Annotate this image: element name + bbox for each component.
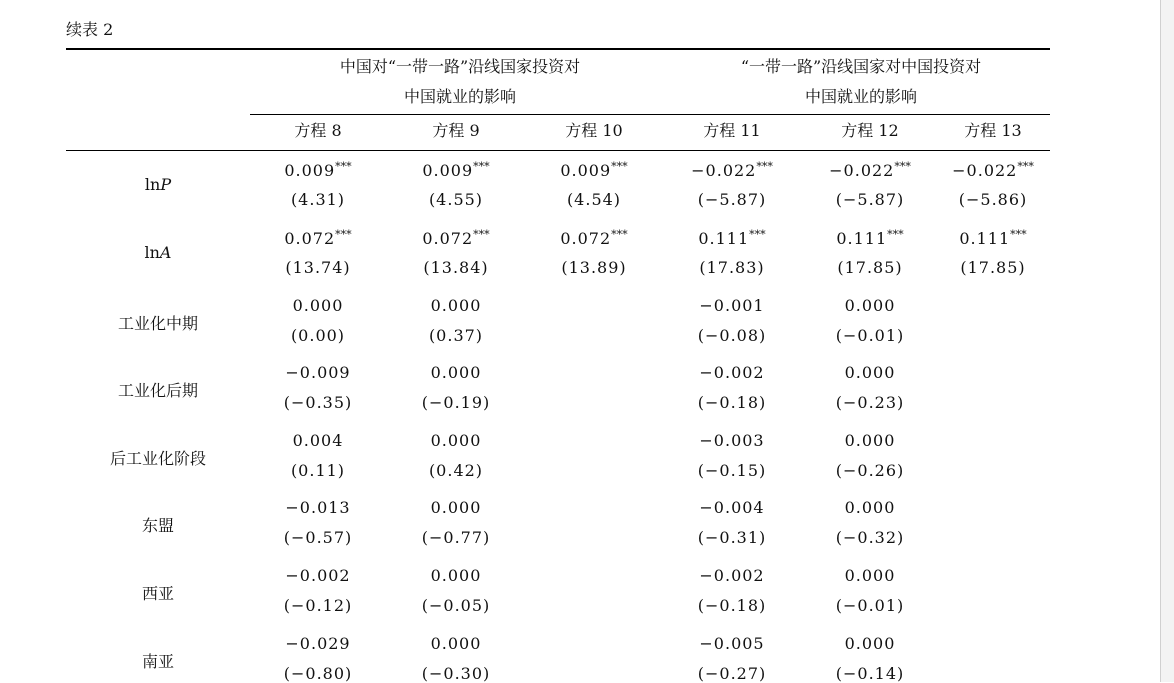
coefficient-cell bbox=[667, 498, 797, 517]
coefficient-cell bbox=[391, 363, 521, 382]
coefficient-value: −0.022 bbox=[952, 161, 1018, 180]
coefficient-value: 0.000 bbox=[844, 296, 896, 315]
table-caption: 续表 2 bbox=[66, 20, 114, 39]
coefficient-cell bbox=[805, 363, 935, 382]
coefficient-value: −0.002 bbox=[699, 566, 765, 585]
coefficient-value: 0.000 bbox=[430, 634, 482, 653]
row-label bbox=[66, 513, 250, 536]
coefficient-value: −0.002 bbox=[699, 363, 765, 382]
row-label bbox=[66, 243, 250, 262]
coefficient-cell bbox=[805, 498, 935, 517]
t-statistic-cell: (−0.31) bbox=[697, 528, 767, 547]
coefficient-value: −0.022 bbox=[829, 161, 895, 180]
t-statistic-cell: (0.42) bbox=[428, 461, 484, 480]
t-statistic-cell: (−0.19) bbox=[421, 393, 491, 412]
coefficient-cell bbox=[391, 431, 521, 450]
t-statistic-cell: (−0.35) bbox=[283, 393, 353, 412]
coefficient-cell bbox=[253, 498, 383, 517]
t-statistic-cell: (13.84) bbox=[423, 258, 489, 277]
equation-header: 方程 8 bbox=[294, 121, 342, 140]
t-statistic-cell: (17.83) bbox=[699, 258, 765, 277]
significance-stars: *** bbox=[1010, 228, 1027, 241]
significance-stars: *** bbox=[894, 160, 911, 173]
coefficient-cell bbox=[805, 228, 935, 248]
row-label bbox=[66, 446, 250, 469]
coefficient-cell bbox=[253, 634, 383, 653]
group-header-line2: 中国就业的影响 bbox=[804, 87, 917, 106]
coefficient-value: 0.072 bbox=[422, 229, 474, 248]
t-statistic-cell: (−0.12) bbox=[283, 596, 353, 615]
t-statistic-cell: (0.00) bbox=[290, 326, 346, 345]
t-statistic-cell: (−0.23) bbox=[835, 393, 905, 412]
row-label-prefix: ln bbox=[144, 175, 161, 194]
coefficient-cell bbox=[667, 363, 797, 382]
equation-header: 方程 9 bbox=[432, 121, 480, 140]
significance-stars: *** bbox=[1017, 160, 1034, 173]
row-label bbox=[66, 175, 250, 194]
significance-stars: *** bbox=[611, 160, 628, 173]
coefficient-value: −0.003 bbox=[699, 431, 765, 450]
coefficient-value: 0.072 bbox=[560, 229, 612, 248]
coefficient-value: 0.111 bbox=[959, 229, 1011, 248]
equation-header: 方程 12 bbox=[841, 121, 899, 140]
coefficient-cell bbox=[928, 228, 1058, 248]
top-rule bbox=[66, 48, 1050, 50]
significance-stars: *** bbox=[335, 160, 352, 173]
coefficient-value: 0.000 bbox=[844, 498, 896, 517]
t-statistic-cell: (−0.01) bbox=[835, 596, 905, 615]
coefficient-value: −0.004 bbox=[699, 498, 765, 517]
t-statistic-cell: (0.11) bbox=[290, 461, 346, 480]
coefficient-value: 0.009 bbox=[560, 161, 612, 180]
row-label-variable: A bbox=[159, 243, 172, 262]
t-statistic-cell: (−0.05) bbox=[421, 596, 491, 615]
equation-header: 方程 11 bbox=[703, 121, 761, 140]
coefficient-cell bbox=[253, 431, 383, 450]
t-statistic-cell: (0.37) bbox=[428, 326, 484, 345]
t-statistic-cell: (−0.18) bbox=[697, 596, 767, 615]
t-statistic-cell: (−0.77) bbox=[421, 528, 491, 547]
equation-header: 方程 10 bbox=[565, 121, 623, 140]
row-label bbox=[66, 649, 250, 672]
coefficient-value: 0.000 bbox=[430, 498, 482, 517]
t-statistic-cell: (−0.32) bbox=[835, 528, 905, 547]
coefficient-cell bbox=[667, 634, 797, 653]
coefficient-cell bbox=[253, 363, 383, 382]
coefficient-value: 0.000 bbox=[844, 566, 896, 585]
coefficient-cell bbox=[667, 160, 797, 180]
coefficient-value: 0.000 bbox=[844, 634, 896, 653]
row-label-text: 工业化后期 bbox=[117, 381, 198, 400]
group-header-line2: 中国就业的影响 bbox=[403, 87, 516, 106]
row-label-text: 西亚 bbox=[141, 584, 174, 603]
t-statistic-cell: (−5.87) bbox=[835, 190, 905, 209]
coefficient-value: 0.000 bbox=[430, 296, 482, 315]
coefficient-cell bbox=[391, 228, 521, 248]
coefficient-cell bbox=[667, 296, 797, 315]
t-statistic-cell: (4.55) bbox=[428, 190, 484, 209]
header-bottom-rule bbox=[66, 150, 1050, 151]
coefficient-cell bbox=[391, 566, 521, 585]
group-header-line1: “一带一路”沿线国家对中国投资对 bbox=[740, 57, 982, 76]
coefficient-cell bbox=[928, 160, 1058, 180]
significance-stars: *** bbox=[473, 228, 490, 241]
t-statistic-cell: (13.89) bbox=[561, 258, 627, 277]
coefficient-cell bbox=[253, 566, 383, 585]
significance-stars: *** bbox=[756, 160, 773, 173]
significance-stars: *** bbox=[473, 160, 490, 173]
coefficient-value: 0.072 bbox=[284, 229, 336, 248]
coefficient-value: 0.000 bbox=[292, 296, 344, 315]
coefficient-value: 0.009 bbox=[284, 161, 336, 180]
coefficient-value: 0.004 bbox=[292, 431, 344, 450]
t-statistic-cell: (−0.18) bbox=[697, 393, 767, 412]
coefficient-cell bbox=[391, 634, 521, 653]
t-statistic-cell: (−0.26) bbox=[835, 461, 905, 480]
coefficient-cell bbox=[253, 296, 383, 315]
coefficient-value: −0.029 bbox=[285, 634, 351, 653]
coefficient-value: −0.009 bbox=[285, 363, 351, 382]
coefficient-cell bbox=[805, 160, 935, 180]
coefficient-cell bbox=[529, 228, 659, 248]
coefficient-cell bbox=[805, 431, 935, 450]
coefficient-cell bbox=[253, 160, 383, 180]
coefficient-cell bbox=[667, 431, 797, 450]
t-statistic-cell: (−0.57) bbox=[283, 528, 353, 547]
coefficient-value: −0.005 bbox=[699, 634, 765, 653]
significance-stars: *** bbox=[611, 228, 628, 241]
coefficient-value: 0.000 bbox=[844, 431, 896, 450]
header-rule bbox=[250, 114, 1050, 115]
significance-stars: *** bbox=[335, 228, 352, 241]
coefficient-cell bbox=[253, 228, 383, 248]
coefficient-cell bbox=[667, 566, 797, 585]
t-statistic-cell: (−0.30) bbox=[421, 664, 491, 683]
coefficient-value: 0.000 bbox=[430, 363, 482, 382]
t-statistic-cell: (−0.14) bbox=[835, 664, 905, 683]
t-statistic-cell: (−5.87) bbox=[697, 190, 767, 209]
t-statistic-cell: (17.85) bbox=[837, 258, 903, 277]
row-label-text: 东盟 bbox=[141, 516, 174, 535]
group-header-outward bbox=[250, 52, 670, 112]
equation-header: 方程 13 bbox=[964, 121, 1022, 140]
coefficient-cell bbox=[529, 160, 659, 180]
coefficient-cell bbox=[391, 296, 521, 315]
coefficient-value: 0.009 bbox=[422, 161, 474, 180]
group-header-line1: 中国对“一带一路”沿线国家投资对 bbox=[339, 57, 581, 76]
t-statistic-cell: (−0.08) bbox=[697, 326, 767, 345]
coefficient-cell bbox=[391, 498, 521, 517]
row-label-prefix: ln bbox=[144, 243, 160, 262]
row-label bbox=[66, 311, 250, 334]
t-statistic-cell: (17.85) bbox=[960, 258, 1026, 277]
coefficient-cell bbox=[391, 160, 521, 180]
coefficient-value: 0.111 bbox=[836, 229, 888, 248]
coefficient-cell bbox=[805, 296, 935, 315]
coefficient-cell bbox=[805, 566, 935, 585]
t-statistic-cell: (4.31) bbox=[290, 190, 346, 209]
t-statistic-cell: (−0.15) bbox=[697, 461, 767, 480]
coefficient-value: −0.013 bbox=[285, 498, 351, 517]
t-statistic-cell: (−0.27) bbox=[697, 664, 767, 683]
row-label-text: 南亚 bbox=[141, 652, 174, 671]
coefficient-value: −0.002 bbox=[285, 566, 351, 585]
row-label-variable: P bbox=[160, 175, 172, 194]
significance-stars: *** bbox=[749, 228, 766, 241]
coefficient-cell bbox=[667, 228, 797, 248]
group-header-inward bbox=[656, 52, 1066, 112]
t-statistic-cell: (−5.86) bbox=[958, 190, 1028, 209]
coefficient-value: −0.022 bbox=[691, 161, 757, 180]
coefficient-value: 0.000 bbox=[430, 566, 482, 585]
t-statistic-cell: (4.54) bbox=[566, 190, 622, 209]
coefficient-value: 0.000 bbox=[844, 363, 896, 382]
significance-stars: *** bbox=[887, 228, 904, 241]
coefficient-cell bbox=[805, 634, 935, 653]
row-label-text: 工业化中期 bbox=[117, 314, 198, 333]
viewer-scroll-strip[interactable] bbox=[1161, 0, 1174, 682]
row-label-text: 后工业化阶段 bbox=[109, 449, 206, 468]
row-label bbox=[66, 581, 250, 604]
t-statistic-cell: (−0.80) bbox=[283, 664, 353, 683]
t-statistic-cell: (13.74) bbox=[285, 258, 351, 277]
coefficient-value: −0.001 bbox=[699, 296, 765, 315]
coefficient-value: 0.000 bbox=[430, 431, 482, 450]
coefficient-value: 0.111 bbox=[698, 229, 750, 248]
row-label bbox=[66, 378, 250, 401]
t-statistic-cell: (−0.01) bbox=[835, 326, 905, 345]
